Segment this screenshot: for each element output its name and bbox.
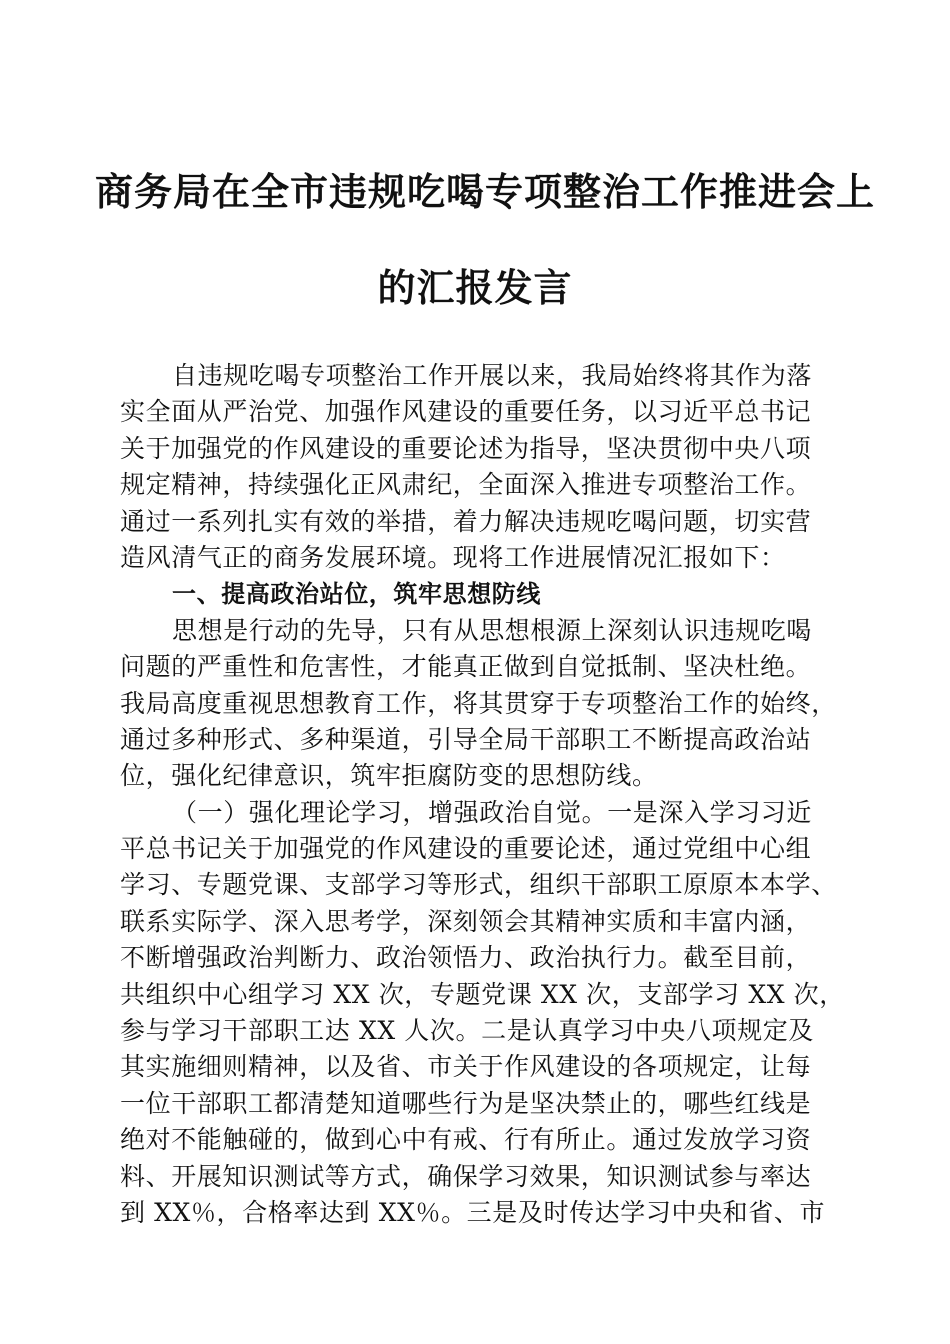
paragraph-subsection-1-line: 到 XX％，合格率达到 XX％。三是及时传达学习中央和省、市 — [120, 1197, 826, 1227]
paragraph-subsection-1-line: 一位干部职工都清楚知道哪些行为是坚决禁止的，哪些红线是 — [120, 1088, 812, 1118]
paragraph-intro-line: 实全面从严治党、加强作风建设的重要任务，以习近平总书记 — [120, 397, 812, 427]
paragraph-subsection-1-line: 学习、专题党课、支部学习等形式，组织干部职工原原本本学、 — [120, 870, 837, 900]
document-body — [120, 358, 845, 1231]
paragraph-intro-line: 造风清气正的商务发展环境。现将工作进展情况汇报如下： — [120, 542, 786, 572]
paragraph-subsection-1-line: 不断增强政治判断力、政治领悟力、政治执行力。截至目前， — [120, 943, 812, 973]
paragraph-intro-line: 关于加强党的作风建设的重要论述为指导，坚决贯彻中央八项 — [120, 433, 812, 463]
paragraph-subsection-1-line: 其实施细则精神，以及省、市关于作风建设的各项规定，让每 — [120, 1052, 812, 1082]
paragraph-section-1-line: 位，强化纪律意识，筑牢拒腐防变的思想防线。 — [120, 761, 658, 791]
section-heading-1: 一、提高政治站位，筑牢思想防线 — [172, 580, 541, 609]
paragraph-intro-line: 通过一系列扎实有效的举措，着力解决违规吃喝问题，切实营 — [120, 506, 812, 536]
paragraph-section-1-line: 我局高度重视思想教育工作，将其贯穿于专项整治工作的始终， — [120, 688, 837, 718]
paragraph-section-1-line: 通过多种形式、多种渠道，引导全局干部职工不断提高政治站 — [120, 724, 812, 754]
paragraph-section-1-line: 思想是行动的先导，只有从思想根源上深刻认识违规吃喝 — [172, 615, 813, 645]
paragraph-section-1-line: 问题的严重性和危害性，才能真正做到自觉抵制、坚决杜绝。 — [120, 652, 812, 682]
paragraph-intro-line: 规定精神，持续强化正风肃纪，全面深入推进专项整治工作。 — [120, 470, 812, 500]
paragraph-subsection-1-line: 料、开展知识测试等方式，确保学习效果，知识测试参与率达 — [120, 1161, 812, 1191]
document-title-line-1: 商务局在全市违规吃喝专项整治工作推进会上 — [95, 169, 876, 214]
paragraph-subsection-1-line: 共组织中心组学习 XX 次，专题党课 XX 次，支部学习 XX 次， — [120, 979, 845, 1009]
paragraph-subsection-1-line: 平总书记关于加强党的作风建设的重要论述，通过党组中心组 — [120, 834, 812, 864]
paragraph-subsection-1-line: 参与学习干部职工达 XX 人次。二是认真学习中央八项规定及 — [120, 1016, 814, 1046]
paragraph-subsection-1-line: （一）强化理论学习，增强政治自觉。一是深入学习习近 — [172, 797, 813, 827]
paragraph-subsection-1-line: 绝对不能触碰的，做到心中有戒、行有所止。通过发放学习资 — [120, 1125, 812, 1155]
paragraph-intro-line: 自违规吃喝专项整治工作开展以来，我局始终将其作为落 — [172, 361, 813, 390]
paragraph-subsection-1-line: 联系实际学、深入思考学，深刻领会其精神实质和丰富内涵， — [120, 906, 812, 936]
document-title-line-2: 的汇报发言 — [377, 265, 573, 310]
